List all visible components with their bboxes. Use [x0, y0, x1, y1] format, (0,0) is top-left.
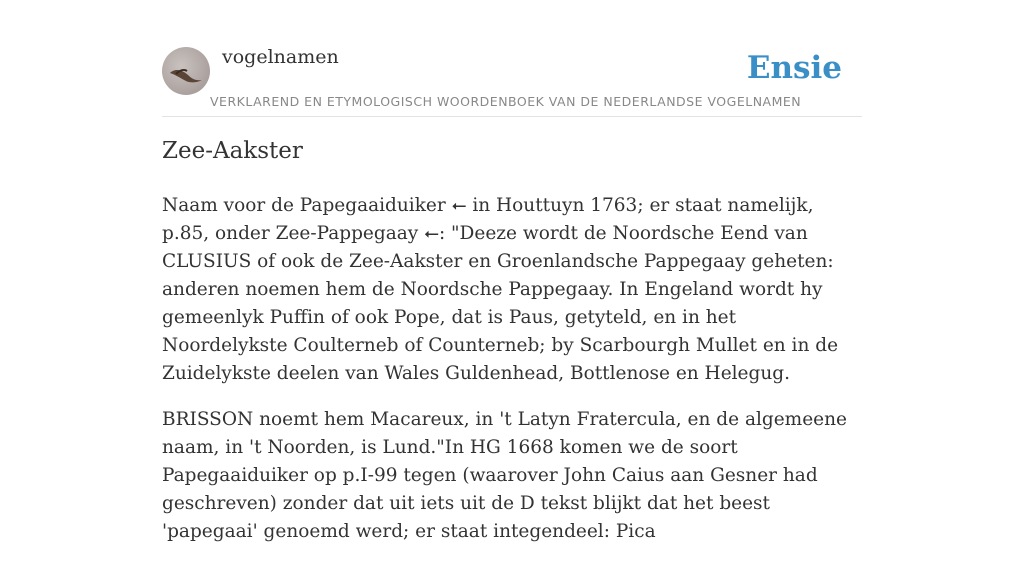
- site-header: [162, 44, 862, 117]
- page-title: Zee-Aakster: [162, 138, 303, 164]
- paragraph-text: Naam voor de Papegaaiduiker: [162, 195, 446, 216]
- paragraph-text: in Houttuyn 1763; er staat namelijk, p.85, onder Zee-Pappegaay: [162, 195, 814, 244]
- paragraph-1: [162, 192, 862, 388]
- avatar[interactable]: [162, 47, 210, 95]
- paragraph-2: BRISSON noemt hem Macareux, in 't Latyn Fratercula, en de algemeene naam, in 't Noorden, is Lund."In HG 1668 komen we de soort Papegaaiduiker op p.I-99 tegen (waarover John Caius aan Gesner had geschreven) zonder dat uit iets uit de D tekst blijkt dat het beest 'papegaai' genoemd werd; er staat integendeel: Pica: [162, 409, 847, 542]
- brand-logo[interactable]: Ensie: [746, 50, 842, 86]
- bird-icon: [162, 47, 210, 95]
- article-body: [162, 192, 862, 564]
- site-name[interactable]: vogelnamen: [222, 46, 339, 68]
- arrow-left-icon[interactable]: ⭠: [424, 223, 439, 244]
- arrow-left-icon[interactable]: ⭠: [451, 195, 467, 216]
- paragraph-text: : "Deeze wordt de Noordsche Eend van CLUSIUS of ook de Zee-Aakster en Groenlandsche Pappegaay geheten: anderen noemen hem de Noordsche Pappegaay. In Engeland wordt hy gemeenlyk Puffin of ook Pope, dat is Paus, getyteld, en in het Noordelykste Coulterneb of Counterneb; by Scarbourgh Mullet en in de Zuidelykste deelen van Wales Guldenhead, Bottlenose en Helegug.: [162, 223, 839, 384]
- site-tagline: VERKLAREND EN ETYMOLOGISCH WOORDENBOEK VAN DE NEDERLANDSE VOGELNAMEN: [210, 94, 802, 109]
